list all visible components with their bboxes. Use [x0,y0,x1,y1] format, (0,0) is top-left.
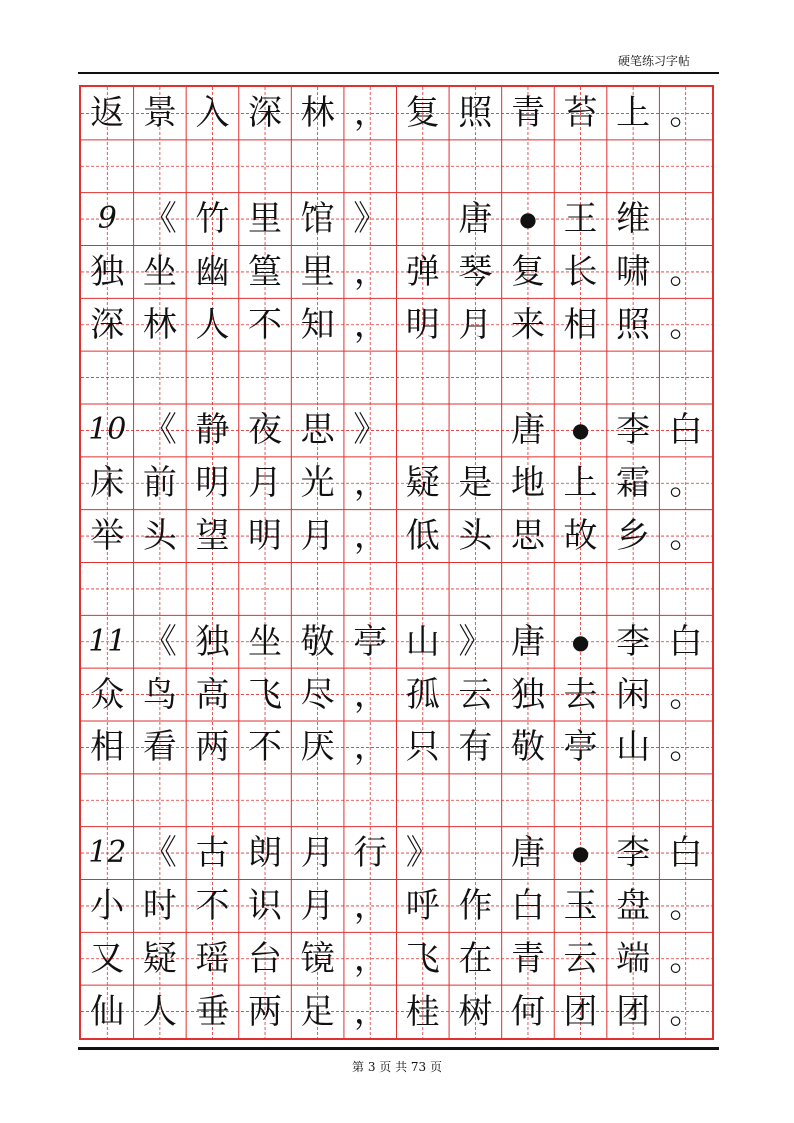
blank-row [81,774,712,827]
grid-cell: 光 [300,463,335,504]
grid-cell: 12 [88,835,127,871]
grid-cell: 疑 [142,938,177,979]
text-row [81,404,712,457]
header-rule [78,72,719,74]
grid-cell: 。 [669,304,704,345]
grid-cell: 王 [563,199,598,240]
grid-cell: 古 [195,833,230,874]
grid-cell: 照 [458,93,493,134]
grid-cell [449,827,502,880]
grid-cell: 》 [458,621,493,662]
grid-cell: 李 [616,621,651,662]
grid-cell: 李 [616,833,651,874]
grid-cell [397,404,450,457]
grid-cell: 仙 [90,991,125,1032]
grid-cell: 不 [195,885,230,926]
grid-cell: 盘 [616,885,651,926]
grid-cell: 白 [668,833,703,874]
grid-cell: 长 [563,251,598,292]
grid-cell: 唐 [458,199,493,240]
grid-cell: 头 [142,516,177,557]
grid-cell: 上 [616,93,651,134]
grid-cell: 是 [458,463,493,504]
grid-cell: 10 [88,412,127,448]
grid-cell: 入 [195,93,230,134]
grid-cell: 李 [616,410,651,451]
grid-cell: 》 [405,833,440,874]
grid-cell [659,193,712,246]
grid-cell: 。 [669,251,704,292]
grid-cell: 里 [300,251,335,292]
grid-cell: ， [353,674,388,715]
grid-cell: 夜 [248,410,283,451]
grid-cell: 树 [458,991,493,1032]
grid-cell: 弹 [405,251,440,292]
grid-cell: 。 [669,885,704,926]
grid-cell: 。 [669,463,704,504]
grid-cell: 》 [353,199,388,240]
grid-cell: 看 [142,727,177,768]
text-row [81,880,712,933]
grid-cell: 照 [616,304,651,345]
grid-cell: ， [353,251,388,292]
grid-cell: 呼 [405,885,440,926]
practice-grid [79,85,714,1040]
blank-row [81,351,712,404]
grid-cell: 地 [510,463,545,504]
page-footer: 第 3 页 共 73 页 [352,1060,442,1074]
grid-cell: 9 [97,201,117,237]
grid-cell: ， [353,991,388,1032]
grid-cell: 飞 [248,674,283,715]
grid-cell: 乡 [616,516,651,557]
grid-cell: 坐 [248,621,283,662]
grid-cell: 深 [248,93,283,134]
grid-cell: ， [353,93,388,134]
grid-cell: 望 [195,516,230,557]
grid-cell: 静 [195,410,230,451]
grid-cell: 月 [300,833,335,874]
grid-cell: 玉 [563,885,598,926]
grid-cell: 低 [405,516,440,557]
grid-cell: 唐 [510,621,545,662]
grid-cell: 瑶 [195,938,230,979]
grid-cell: 只 [405,727,440,768]
grid-cell: 《 [142,410,177,451]
grid-cell: 独 [510,674,545,715]
grid-cell: 复 [405,93,440,134]
grid-cell: 足 [300,991,335,1032]
grid-cell: 亭 [353,621,388,662]
grid-cell: ， [353,304,388,345]
footer-rule [78,1047,719,1050]
grid-cell: 山 [405,621,440,662]
grid-cell: 前 [142,463,177,504]
grid-cell: ， [353,727,388,768]
grid-cell: 唐 [510,833,545,874]
grid-cell: 何 [510,991,545,1032]
grid-cell: 竹 [195,199,230,240]
grid-cell: ， [353,885,388,926]
grid-cell: 月 [300,885,335,926]
grid-cell: 桂 [405,991,440,1032]
grid-cell: 疑 [405,463,440,504]
grid-cell: 白 [668,621,703,662]
grid-cell: 故 [563,516,598,557]
grid-cell: 林 [300,93,335,134]
grid-cell: 坐 [142,251,177,292]
grid-cell: 。 [669,727,704,768]
grid-cell: 云 [563,938,598,979]
grid-cell: 相 [563,304,598,345]
grid-cell: ， [353,938,388,979]
grid-cell: 团 [616,991,651,1032]
grid-cell: 亭 [563,727,598,768]
text-row [81,721,712,774]
grid-cell: 台 [248,938,283,979]
blank-row [81,140,712,193]
grid-cell: 敬 [300,621,335,662]
grid-cell: 上 [563,463,598,504]
grid-cell: 月 [248,463,283,504]
grid-cell: 。 [669,516,704,557]
grid-cell: 不 [248,727,283,768]
text-row [81,668,712,721]
grid-cell: 思 [300,410,335,451]
grid-cell: 作 [458,885,493,926]
grid-cell: 。 [669,938,704,979]
grid-cell [449,404,502,457]
grid-cell: 复 [510,251,545,292]
grid-cell: 独 [195,621,230,662]
grid-cell: 去 [563,674,598,715]
grid-cell: 有 [458,727,493,768]
grid-cell: 。 [669,991,704,1032]
grid-cell: 云 [458,674,493,715]
grid-cell: 识 [248,885,283,926]
grid-cell [397,193,450,246]
header-title: 硬笔练习字帖 [617,54,690,68]
grid-cell: 鸟 [142,674,177,715]
grid-cell: 人 [195,304,230,345]
grid-cell: 《 [142,833,177,874]
grid-cell: 又 [90,938,125,979]
grid-cell: 青 [510,93,545,134]
grid-cell: 月 [300,516,335,557]
grid-cell: 孤 [405,674,440,715]
grid-cell: 明 [248,516,283,557]
grid-cell: 琴 [458,251,493,292]
grid-cell: 床 [90,463,125,504]
grid-cell: 幽 [195,251,230,292]
grid-cell: 镜 [300,938,335,979]
text-row [81,193,712,246]
grid-cell: 青 [510,938,545,979]
grid-cell: ， [353,463,388,504]
grid-cell: 景 [142,93,177,134]
grid-cell: 朗 [248,833,283,874]
grid-cell: 》 [353,410,388,451]
grid-cell: 白 [510,885,545,926]
grid-cell: 馆 [300,199,335,240]
grid-cell: 闲 [616,674,651,715]
grid-cell: 不 [248,304,283,345]
grid-cell: 11 [88,623,127,659]
grid-cell: 尽 [300,674,335,715]
grid-cell: 明 [195,463,230,504]
grid-cell: 举 [90,516,125,557]
grid-cell: 行 [353,833,388,874]
grid-cell: 小 [90,885,125,926]
grid-cell: 唐 [510,410,545,451]
grid-cell: 端 [616,938,651,979]
grid-cell: 啸 [616,251,651,292]
text-row [81,932,712,985]
grid-cell: 来 [510,304,545,345]
grid-cell: 时 [142,885,177,926]
grid-cell: 。 [669,93,704,134]
grid-cell: 维 [616,199,651,240]
text-row [81,457,712,510]
text-row [81,246,712,299]
grid-cell: 月 [458,304,493,345]
grid-cell: 明 [405,304,440,345]
grid-cell: 篁 [248,251,283,292]
grid-cell: ， [353,516,388,557]
grid-cell: 众 [90,674,125,715]
text-row [81,827,712,880]
grid-cell: 白 [668,410,703,451]
grid-cell: 在 [458,938,493,979]
grid-cell: 苔 [563,93,598,134]
grid-cell: 《 [142,199,177,240]
grid-cell: 林 [142,304,177,345]
grid-cell: ● [571,841,590,866]
grid-cell: 深 [90,304,125,345]
grid-cell: ● [571,418,590,443]
text-row [81,985,712,1038]
grid-cell: 团 [563,991,598,1032]
grid-cell: 飞 [405,938,440,979]
grid-cell: ● [571,629,590,654]
grid-cell: 高 [195,674,230,715]
text-row [81,615,712,668]
grid-cell: 头 [458,516,493,557]
grid-cell: 人 [142,991,177,1032]
grid-cell: 返 [90,93,125,134]
blank-row [81,563,712,616]
text-row [81,298,712,351]
grid-cell: 霜 [616,463,651,504]
grid-cell: 知 [300,304,335,345]
grid-cell: 敬 [510,727,545,768]
grid-cell: ● [519,207,537,232]
grid-cell: 两 [248,991,283,1032]
text-row [81,87,712,140]
grid-cell: 相 [90,727,125,768]
grid-cell: 独 [90,251,125,292]
grid-cell: 思 [510,516,545,557]
grid-cell: 厌 [300,727,335,768]
grid-cell: 。 [669,674,704,715]
grid-cell: 垂 [195,991,230,1032]
grid-cell: 两 [195,727,230,768]
grid-cell: 山 [616,727,651,768]
grid-cell: 里 [248,199,283,240]
text-row [81,510,712,563]
grid-cell: 《 [142,621,177,662]
